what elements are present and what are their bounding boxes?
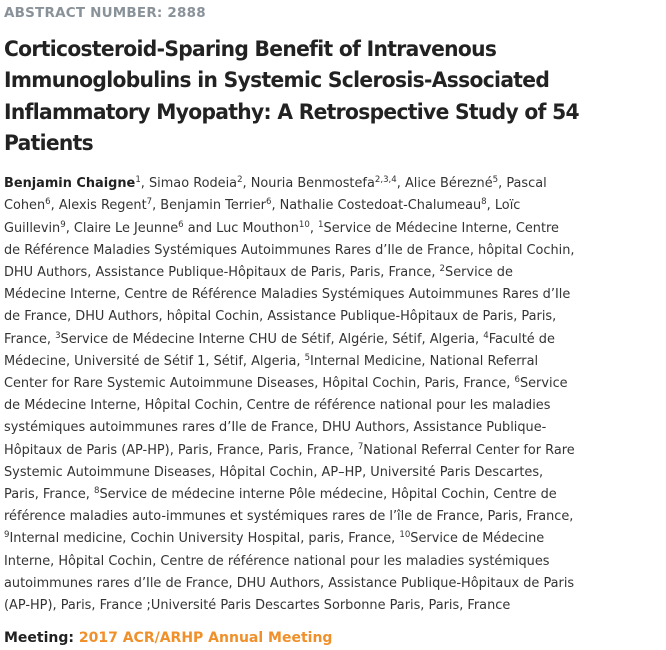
- affiliation-ref: 10: [399, 530, 411, 541]
- affiliation-text: Faculté de: [488, 330, 555, 347]
- author-name: , Loïc: [486, 197, 521, 214]
- author-name: , Nouria Benmostefa: [242, 175, 375, 192]
- title-line: Corticosteroid-Sparing Benefit of Intravenous: [4, 36, 497, 61]
- affiliation-text: Service de: [445, 264, 513, 280]
- authors-line: [4, 194, 632, 216]
- affiliation-line: de Référence Maladies Systémiques Autoimmunes Rares d’Ile de France, hôpital Cochin,: [4, 241, 575, 258]
- affiliation-text: Hôpitaux de Paris (AP-HP), Paris, France, Paris, France,: [4, 441, 358, 458]
- affiliation-line: de France, DHU Authors, hôpital Cochin, Assistance Publique-Hôpitaux de Paris, Paris,: [4, 308, 557, 325]
- affiliation-ref: 10: [298, 219, 310, 230]
- meeting-label: Meeting:: [4, 630, 79, 647]
- affiliation-ref: 8: [93, 486, 100, 497]
- affiliation-line: [4, 439, 632, 461]
- affiliation-text: DHU Authors, Assistance Publique-Hôpitaux de Paris, Paris, France,: [4, 264, 440, 280]
- affiliation-line: Interne, Hôpital Cochin, Centre de référence national pour les maladies systémiques: [4, 552, 550, 569]
- affiliation-line: systémiques autoimmunes rares d’Ile de France, DHU Authors, Assistance Publique-: [4, 419, 547, 436]
- affiliation-ref: 1: [318, 219, 324, 230]
- affiliation-ref: 2: [237, 175, 243, 186]
- affiliation-text: National Referral Center for Rare: [363, 441, 575, 458]
- presenting-author: Benjamin Chaigne: [4, 175, 136, 192]
- affiliation-ref: 8: [481, 197, 487, 208]
- author-separator: ,: [309, 219, 319, 236]
- authors-line: [4, 217, 632, 239]
- authors-affiliations: [4, 172, 632, 616]
- affiliation-ref: 7: [357, 441, 364, 452]
- affiliation-text: Médecine, Université de Sétif 1, Sétif, Algeria,: [4, 352, 305, 369]
- affiliation-line: référence maladies auto-immunes et systémiques rares de l’île de France, Paris, France,: [4, 508, 574, 525]
- title-line: Patients: [4, 129, 94, 155]
- affiliation-ref: 2: [439, 264, 446, 274]
- affiliation-text: Service: [519, 375, 568, 392]
- author-name: Guillevin: [4, 219, 61, 236]
- affiliation-line: autoimmunes rares d’Ile de France, DHU Authors, Assistance Publique-Hôpitaux de Paris: [4, 574, 575, 591]
- affiliation-ref: 9: [4, 530, 10, 541]
- author-name: , Alexis Regent: [50, 197, 147, 214]
- affiliation-text: France,: [4, 330, 56, 347]
- meeting-info: [4, 628, 662, 648]
- affiliation-text: Internal Medicine, National Referral: [310, 352, 539, 369]
- affiliation-ref: 6: [45, 197, 51, 208]
- affiliation-text: Paris, France,: [4, 486, 94, 503]
- title-line: Immunoglobulins in Systemic Sclerosis-Associated: [4, 67, 550, 93]
- affiliation-ref: 3: [55, 330, 61, 341]
- abstract-title: [4, 33, 632, 158]
- affiliation-ref: 7: [146, 197, 153, 208]
- author-name: Cohen: [4, 197, 46, 214]
- affiliation-line: [4, 483, 632, 505]
- affiliation-text: Service de médecine interne Pôle médecine, Hôpital Cochin, Centre de: [99, 486, 557, 503]
- affiliation-ref: 5: [492, 175, 499, 186]
- author-name: , Alice Bérezné: [396, 175, 493, 192]
- affiliation-line: [4, 261, 632, 283]
- affiliation-line: [4, 350, 632, 372]
- author-name: , Claire Le Jeunne: [65, 219, 179, 236]
- affiliation-line: (AP-HP), Paris, France ;Université Paris Descartes Sorbonne Paris, Paris, France: [4, 597, 511, 614]
- title-line: Inflammatory Myopathy: A Retrospective Study of 54: [4, 98, 579, 124]
- author-name: , Pascal: [498, 175, 547, 192]
- affiliation-line: [4, 527, 632, 549]
- affiliation-line: [4, 328, 632, 350]
- authors-line: [4, 172, 632, 194]
- affiliation-line: Systemic Autoimmune Diseases, Hôpital Cochin, AP–HP, Université Paris Descartes,: [4, 463, 544, 480]
- affiliation-line: [4, 372, 632, 394]
- meeting-link[interactable]: 2017 ACR/ARHP Annual Meeting: [78, 630, 333, 647]
- affiliation-ref: 2,3,4: [374, 175, 397, 186]
- affiliation-ref: 6: [178, 219, 184, 230]
- affiliation-text: Service de Médecine Interne CHU de Sétif, Algérie, Sétif, Algeria,: [60, 330, 484, 347]
- affiliation-ref: 9: [60, 219, 66, 230]
- affiliation-ref: 6: [514, 375, 520, 386]
- abstract-number: ABSTRACT NUMBER: 2888: [4, 5, 206, 21]
- affiliation-ref: 1: [135, 175, 141, 186]
- author-name: , Simao Rodeia: [140, 175, 238, 192]
- affiliation-text: Service de Médecine Interne, Centre: [323, 219, 559, 236]
- author-name: , Benjamin Terrier: [152, 197, 266, 214]
- affiliation-ref: 5: [304, 352, 311, 363]
- affiliation-line: Médecine Interne, Centre de Référence Maladies Systémiques Autoimmunes Rares d’Ile: [4, 286, 571, 303]
- affiliation-text: Service de Médecine: [410, 530, 545, 547]
- affiliation-line: de Médecine Interne, Hôpital Cochin, Centre de référence national pour les maladies: [4, 397, 551, 414]
- affiliation-ref: 6: [265, 197, 272, 208]
- affiliation-ref: 4: [483, 330, 489, 341]
- affiliation-text: Internal medicine, Cochin University Hospital, paris, France,: [9, 530, 400, 547]
- author-name: and Luc Mouthon: [183, 219, 299, 236]
- author-name: , Nathalie Costedoat-Chalumeau: [271, 197, 482, 214]
- abstract-page: [4, 0, 662, 648]
- affiliation-text: Center for Rare Systemic Autoimmune Diseases, Hôpital Cochin, Paris, France,: [4, 375, 515, 392]
